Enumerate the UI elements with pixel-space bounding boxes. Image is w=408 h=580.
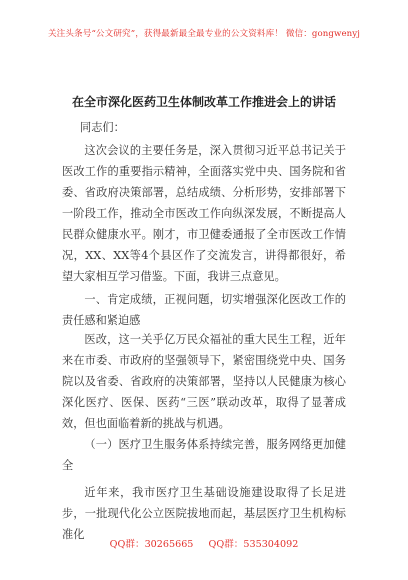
subsection-heading-1 — [62, 434, 346, 476]
paragraph-text: 近年来，我市医疗卫生基础设施建设取得了长足进步，一批现代化公立医院拔地而起，基层医疗卫生机构标准化 — [62, 486, 346, 541]
subsection-heading-text: （一）医疗卫生服务体系持续完善，服务网络更加健全 — [62, 438, 346, 472]
section-heading-text: 一、肯定成绩，正视问题，切实增强深化医改工作的责任感和紧迫感 — [62, 293, 346, 327]
footer-qq-groups — [0, 536, 408, 550]
paragraph-text: 这次会议的主要任务是，深入贯彻习近平总书记关于医改工作的重要指示精神，全面落实党中央、国务院和省委、省政府决策部署，总结成绩、分析形势，安排部署下一阶段工作，推动全市医改工作向纵深发展，不断提高人民群众健康水平。刚才，市卫健委通报了全市医改工作情况，XX、XX等4个县区作了交流发言，讲得都很好，希望大家相互学习借鉴。下面，我讲三点意见。 — [62, 144, 346, 283]
qq-group-1: QQ群：30265665 — [109, 539, 194, 550]
paragraph-section-1 — [62, 329, 346, 434]
paragraph-text: 医改，这一关乎亿万民众福祉的重大民生工程，近年来在市委、市政府的坚强领导下，紧密围绕党中央、国务院以及省委、省政府的决策部署，坚持以人民健康为核心深化医疗、医保、医药“三医”联动改革，取得了显著成效，但也面临着新的挑战与机遇。 — [62, 333, 346, 430]
paragraph-intro — [62, 140, 346, 287]
header-promo-text: 关注头条号“公文研究”，获得最新最全最专业的公文资料库！ 微信：gongwenyj — [47, 29, 361, 39]
salutation: 同志们： — [80, 121, 125, 134]
section-heading-1 — [62, 289, 346, 331]
document-title: 在全市深化医药卫生体制改革工作推进会上的讲话 — [71, 95, 336, 109]
qq-group-2: QQ群：535304092 — [208, 539, 299, 550]
